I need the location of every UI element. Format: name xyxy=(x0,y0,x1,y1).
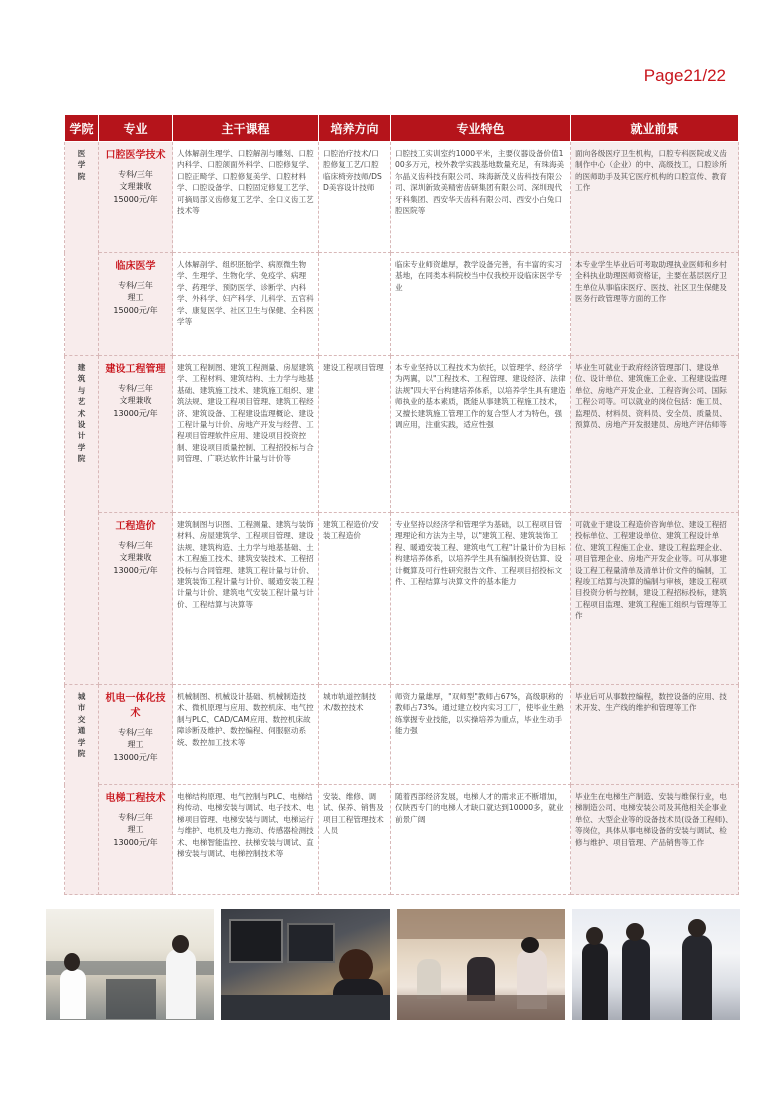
prospects-cell: 毕业生在电梯生产制造、安装与维保行业，电梯制造公司、电梯安装公司及其他相关企事业单位、大型企业等的设备技术员(设备工程师)、等岗位，具体从事电梯设备的安装与调试、检修与维护、项目管理、产品销售等工作 xyxy=(571,785,739,895)
table-row xyxy=(65,142,739,253)
features-cell: 临床专业师资雄厚，教学设备完善，有丰富的实习基地，在同类本科院校当中仅我校开设临床医学专业 xyxy=(391,253,571,356)
major-cell xyxy=(99,513,173,685)
direction-cell: 城市轨道控制技术/数控技术 xyxy=(319,685,391,785)
major-fee: 13000元/年 xyxy=(113,408,158,418)
features-cell: 师资力量雄厚，"双师型"教师占67%，高级职称的教师占73%。通过建立校内实习工厂，使毕业生熟练掌握专业技能，以实操培养为重点，毕业生动手能力强 xyxy=(391,685,571,785)
major-cell xyxy=(99,142,173,253)
features-cell: 本专业坚持以工程技术为依托，以管理学、经济学为两翼，以"工程技术、工程管理、建设经济、法律法规"四大平台构建培养体系，以培养学生具有建造师执业的基本素质，既能从事建筑工程施工技术，又擅长建筑施工管理工作的复合型人才为特色，强调应用，注重实践，适应性强 xyxy=(391,356,571,513)
prospects-cell: 本专业学生毕业后可考取助理执业医师和乡村全科执业助理医师资格证，主要在基层医疗卫生单位从事临床医疗、医技、社区卫生保健及医务行政管理等方面的工作 xyxy=(571,253,739,356)
features-cell: 专业坚持以经济学和管理学为基础，以工程项目管理理论和方法为主导，以"建筑工程、建筑装饰工程、暖通安装工程、建筑电气工程"计量计价为目标构建培养体系，以培养学生具有编制投资估算、设计概算及可行性研究报告文件、工程项目招投标文件、工程结算与决算文件的基本能力 xyxy=(391,513,571,685)
table-row xyxy=(65,685,739,785)
courses-cell: 建筑制图与识图、工程测量、建筑与装饰材料、房屋建筑学、工程项目管理、建设法规、建筑构造、土力学与地基基础、土木工程施工技术、建筑安装技术、工程招投标与合同管理、建筑工程计量与计价、建筑装饰工程计量与计价、暖通安装工程计量与计价、建筑电气安装工程计量与计价、工程结算与决算等 xyxy=(173,513,319,685)
direction-cell: 建设工程项目管理 xyxy=(319,356,391,513)
major-name: 建设工程管理 xyxy=(105,364,166,375)
major-level: 专科/三年 xyxy=(118,170,153,179)
header-major: 专业 xyxy=(99,115,173,142)
major-name: 工程造价 xyxy=(115,521,156,532)
header-prospects: 就业前景 xyxy=(571,115,739,142)
features-cell: 口腔技工实训室约1000平米，主要仪器设备价值100多万元，校外教学实践基地数量充足，有珠海美尔晶义齿科技有限公司、珠海新茂义齿科技有限公司、深圳新致美精密齿研集团有限公司、深圳现代牙科集团、西安华天齿科有限公司、西安小白兔口腔医院等 xyxy=(391,142,571,253)
major-type: 文理兼收 xyxy=(119,182,152,192)
major-fee: 13000元/年 xyxy=(113,752,158,762)
direction-cell xyxy=(319,253,391,356)
major-fee: 15000元/年 xyxy=(113,194,158,204)
prospects-cell: 毕业生可就业于政府经济管理部门、建设单位、设计单位、建筑施工企业、工程建设监理单位、房地产开发企业、工程咨询公司、国际工程公司等。可以就业的岗位包括：施工员、监理员、材料员、资料员、安全员、质量员、预算员、房地产开发报建员、房地产评估师等 xyxy=(571,356,739,513)
direction-cell: 安装、维修、调试、保养、销售及项目工程管理技术人员 xyxy=(319,785,391,895)
major-name: 机电一体化技术 xyxy=(105,693,166,719)
prospects-cell: 面向各级医疗卫生机构，口腔专科医院或义齿制作中心（企业）的中、高级技工，口腔诊所的医师助手及其它医疗机构的口腔宣传、教育工作 xyxy=(571,142,739,253)
major-name: 电梯工程技术 xyxy=(105,793,166,804)
courses-cell: 建筑工程制图、建筑工程测量、房屋建筑学、工程材料、建筑结构、土力学与地基基础、建筑施工技术、建筑施工组织、建筑法规、建设工程项目管理、建筑工程经济、建筑设备、工程建设监理概论、建设工程计量与计价、房地产开发与经营、工程项目管理软件应用、建设项目投资控制、建设项目质量控制、工程招投标与合同管理、广联达软件计量与计价等 xyxy=(173,356,319,513)
major-fee: 15000元/年 xyxy=(113,305,158,315)
major-name: 口腔医学技术 xyxy=(105,150,166,161)
major-type: 理工 xyxy=(127,293,144,303)
major-fee: 13000元/年 xyxy=(113,565,158,575)
courses-cell: 人体解剖学、组织胚胎学、病原微生物学、生理学、生物化学、免疫学、病理学、药理学、预防医学、诊断学、内科学、外科学、妇产科学、儿科学、五官科学、康复医学、社区卫生与保健、全科医学等 xyxy=(173,253,319,356)
workshop-photo xyxy=(397,909,565,1020)
courses-cell: 人体解剖生理学、口腔解剖与雕刻、口腔内科学、口腔颌面外科学、口腔修复学、口腔正畸学、口腔修复美学、口腔材料学、口腔设备学、口腔固定修复工艺学、可摘局部义齿修复工艺学、全口义齿工艺技术等 xyxy=(173,142,319,253)
major-type: 文理兼收 xyxy=(119,553,152,563)
courses-cell: 电梯结构原理、电气控制与PLC、电梯结构传动、电梯安装与调试、电子技术、电梯项目管理、电梯安装与调试、电梯运行与维护、电机及电力拖动、传感器检测技术、电梯智能监控、扶梯安装与调试、直梯安装与调试、电梯控制技术等 xyxy=(173,785,319,895)
courses-cell: 机械制图、机械设计基础、机械制造技术、微机原理与应用、数控机床、电气控制与PLC、CAD/CAM应用、数控机床故障诊断及维护、数控编程、伺服驱动系统、数控加工技术等 xyxy=(173,685,319,785)
header-college: 学院 xyxy=(65,115,99,142)
major-name: 临床医学 xyxy=(115,261,156,272)
table-row xyxy=(65,513,739,685)
college-cell: 建筑与艺术设计学院 xyxy=(65,356,99,685)
prospects-cell: 可就业于建设工程造价咨询单位、建设工程招投标单位、工程建设单位、建筑工程设计单位、建筑工程施工企业、建设工程监理企业、项目管理企业、房地产开发企业等。可从事建设工程工程量清单及清单计价文件的编制，工程竣工结算与决算的编制与审核，建设工程项目投资分析与控制，建设工程招标投标，建筑工程项目监理、建筑工程施工组织与管理等工作 xyxy=(571,513,739,685)
college-cell: 医学院 xyxy=(65,142,99,356)
features-cell: 随着西部经济发展，电梯人才的需求正不断增加，仅陕西专门的电梯人才缺口就达到10000多，就业前景广阔 xyxy=(391,785,571,895)
table-header-row xyxy=(65,115,739,142)
header-direction: 培养方向 xyxy=(319,115,391,142)
major-level: 专科/三年 xyxy=(118,281,153,290)
college-cell: 城市交通学院 xyxy=(65,685,99,895)
table-row xyxy=(65,785,739,895)
major-cell xyxy=(99,785,173,895)
major-level: 专科/三年 xyxy=(118,384,153,393)
computer-lab-photo xyxy=(221,909,389,1020)
direction-cell: 口腔治疗技术/口腔修复工艺/口腔临床椅旁技师/DSD美容设计技师 xyxy=(319,142,391,253)
major-level: 专科/三年 xyxy=(118,813,153,822)
photo-strip xyxy=(46,909,740,1020)
major-type: 文理兼收 xyxy=(119,396,152,406)
major-cell xyxy=(99,253,173,356)
major-fee: 13000元/年 xyxy=(113,837,158,847)
major-level: 专科/三年 xyxy=(118,541,153,550)
major-type: 理工 xyxy=(127,740,144,750)
majors-table xyxy=(64,114,739,895)
direction-cell: 建筑工程造价/安装工程造价 xyxy=(319,513,391,685)
table-row xyxy=(65,356,739,513)
prospects-cell: 毕业后可从事数控编程，数控设备的应用、技术开发、生产线的维护和管理等工作 xyxy=(571,685,739,785)
major-cell xyxy=(99,685,173,785)
header-courses: 主干课程 xyxy=(173,115,319,142)
major-cell xyxy=(99,356,173,513)
major-level: 专科/三年 xyxy=(118,728,153,737)
table-row xyxy=(65,253,739,356)
page-number: Page21/22 xyxy=(643,66,726,85)
lab-photo xyxy=(46,909,214,1020)
major-type: 理工 xyxy=(127,825,144,835)
etiquette-training-photo xyxy=(572,909,740,1020)
header-features: 专业特色 xyxy=(391,115,571,142)
